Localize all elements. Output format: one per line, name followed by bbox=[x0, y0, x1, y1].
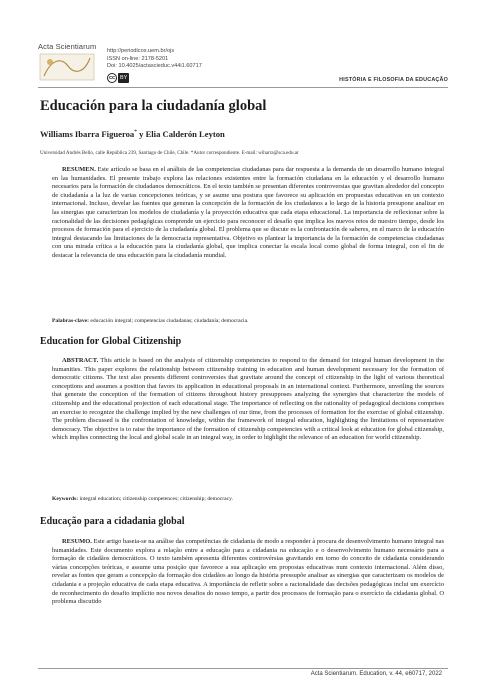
keywords-spanish bbox=[52, 318, 444, 326]
author-affiliation: Universidad Andrés Bello, calle República 239, Santiago de Chile, Chile. *Autor correspondiente. E-mail: wiharra@sca.edu.ar bbox=[40, 150, 299, 156]
keywords-english-label: Keywords: bbox=[52, 496, 79, 502]
journal-meta bbox=[107, 48, 202, 71]
english-heading: Education for Global Citizenship bbox=[40, 336, 182, 347]
journal-url[interactable]: http://periodicos.uem.br/ojs bbox=[107, 48, 175, 54]
journal-logo-text: Acta Scientiarum bbox=[38, 42, 97, 51]
journal-section-label: HISTÓRIA E FILOSOFIA DA EDUCAÇÃO bbox=[339, 77, 448, 83]
article-title: Educación para la ciudadanía global bbox=[40, 98, 267, 114]
footer-divider bbox=[38, 668, 448, 669]
journal-logo bbox=[38, 42, 98, 82]
abstract-portuguese-text: Este artigo baseia-se na análise das competências de cidadania de modo a responder à procura de desenvolvimento humano integral nas humanidades. Este documento explora a relação entre a educação para a cidadania na educação e o desenvolvimento humano necessário para a formação de cidadãos democráticos. O texto também apresenta diferentes controvérsias gravitando em torno do conceito de cidadania considerando várias concepções teóricas, e assume uma posição que favorece a sua aplicação em propostas educativas num contexto internacional. Além disso, revelar as fontes que geram a concepção da formação dos cidadãos ao longo da história pressupõe analisar as sinergias que caracterizam os modelos de cidadania e a projeção educativa de cada etapa educativa. A importância de refletir sobre a racionalidade das decisões pedagógicas inclui um exercício de reconhecimento do desafio implícito nos novos desafios do nosso tempo, a partir dos processos de formação para o exercício da cidadania global. O problema discutido bbox=[52, 538, 444, 606]
abstract-spanish bbox=[52, 166, 444, 261]
abstract-spanish-text: Este artículo se basa en el análisis de las competencias ciudadanas para dar respuesta a la demanda de un desarrollo humano integral en las humanidades. El presente trabajo explora las relaciones existentes entre la formación ciudadana en la educación y el desarrollo humano necesarios para la formación de ciudadanos democráticos. En el texto también se presentan diferentes controversias que gravitan alrededor del concepto de ciudadanía a la luz de varias concepciones teóricas, y se asume una postura que favorece su aplicación en propuestas educativas en un contexto internacional. Incluso, develar las fuentes que generan la concepción de la formación de los ciudadanos a lo largo de la historia presupone analizar en las sinergias que caracterizan los modelos de ciudadanía y la proyección educativa que cada etapa educacional. La importancia de reflexionar sobre la racionalidad de las decisiones pedagógicas comprende un ejercicio para reconocer el desafío que implica los nuevos retos de nuestro tiempo, desde los procesos de formación para el ejercicio de la ciudadanía global. El problema que se discute es la confrontación de saberes, en el marco de la educación integral destacando las limitaciones de la democracia representativa. Objetivo es plantear la importancia de la formación de competencias ciudadanas con una mirada crítica a la educación para la ciudadanía global, que implica conectar la escala local como global de forma integral, con el fin de destacar la relevancia de una educación para la ciudadanía mundial. bbox=[52, 166, 444, 259]
abstract-english-text: This article is based on the analysis of citizenship competencies to respond to the demand for integral human development in the humanities. This paper explores the relationship between citizenship training in education and human development necessary for the formation of democratic citizens. The text also presents different controversies that gravitate around the concept of citizenship in the light of various theoretical conceptions and assumes a position that favors its application in educational proposals in an international context. Furthermore, unveiling the sources that generate the conception of the formation of citizens throughout history presupposes analyzing the synergies that characterize the models of citizenship and the educational projection of each educational stage. The importance of reflecting on the rationality of pedagogical decisions comprises an exercise to recognize the challenge implied by the new challenges of our time, from the processes of formation for the exercise of global citizenship. The problem discussed is the confrontation of knowledge, within the framework of integral education, highlighting the limitations of representative democracy. The objective is to raise the importance of the formation of citizenship competencies with a critical look at education for global citizenship, which implies connecting the local and global scale in an integral way, in order to highlight the relevance of an education for world citizenship. bbox=[52, 357, 444, 442]
author-1-marker: * bbox=[134, 129, 137, 136]
abstract-english bbox=[52, 357, 444, 443]
portuguese-heading: Educação para a cidadania global bbox=[40, 516, 185, 527]
abstract-english-label: ABSTRACT. bbox=[62, 357, 99, 364]
keywords-english bbox=[52, 496, 444, 504]
article-authors bbox=[40, 129, 225, 139]
page-footer: Acta Scientiarum. Education, v. 44, e60717, 2022 bbox=[310, 671, 442, 677]
by-icon: BY bbox=[120, 75, 128, 81]
cc-icon: cc bbox=[108, 75, 116, 81]
keywords-spanish-label: Palabras-clave: bbox=[52, 318, 89, 324]
journal-doi[interactable]: Doi: 10.4025/actascieduc.v44i1.60717 bbox=[107, 63, 202, 70]
author-2: Elia Calderón Leyton bbox=[145, 129, 225, 139]
keywords-spanish-text: educación integral; competencias ciudadanas; ciudadanía; democracia. bbox=[88, 318, 249, 324]
cc-license-badge[interactable] bbox=[107, 73, 129, 83]
journal-logo-icon bbox=[38, 52, 96, 82]
journal-issn: ISSN on-line: 2178-5201 bbox=[107, 55, 169, 62]
header-divider bbox=[38, 87, 448, 88]
abstract-spanish-label: RESUMEN. bbox=[62, 166, 96, 173]
keywords-english-text: integral education; citizenship competences; citizenship; democracy. bbox=[78, 496, 233, 502]
abstract-portuguese-label: RESUMO. bbox=[62, 538, 92, 545]
journal-header bbox=[38, 40, 448, 88]
author-join: y bbox=[136, 129, 146, 139]
author-1: Williams Ibarra Figueroa bbox=[40, 129, 135, 139]
abstract-portuguese bbox=[52, 538, 444, 666]
